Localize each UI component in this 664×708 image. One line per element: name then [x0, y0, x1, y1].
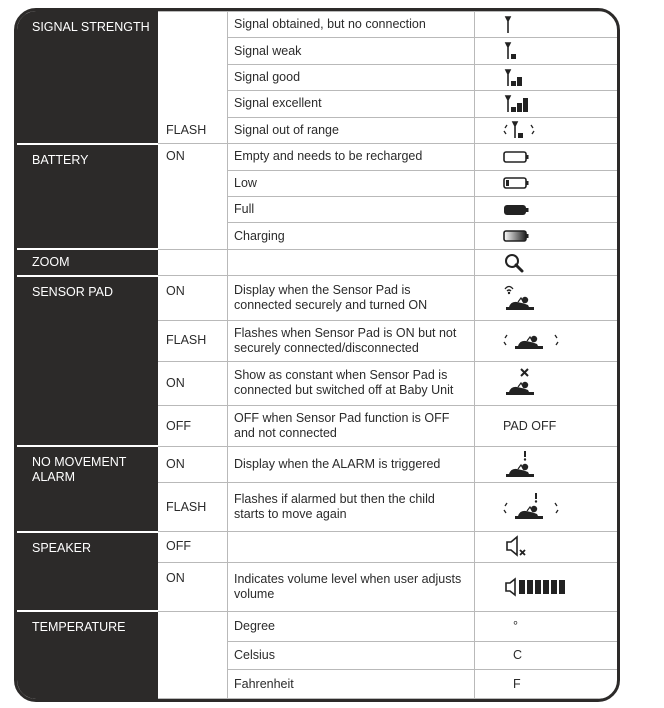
state-sensor-pad-flash: FLASH [158, 320, 228, 361]
zoom-magnifier-icon [475, 249, 621, 275]
alarm-flashing-icon [475, 483, 621, 532]
table-row [18, 532, 621, 562]
category-battery: BATTERY [18, 144, 158, 250]
table-row [18, 12, 621, 38]
desc-alarm-flash: Flashes if alarmed but then the child starts to move again [228, 483, 475, 532]
state-signal-flash: FLASH [158, 12, 228, 144]
icon-legend-table [17, 11, 620, 699]
celsius-symbol: C [475, 641, 621, 669]
signal-out-of-range-icon [475, 117, 621, 143]
table-row [18, 446, 621, 483]
signal-good-icon [475, 64, 621, 90]
battery-low-icon [475, 170, 621, 196]
table-row [18, 144, 621, 170]
desc-sensor-pad-flash: Flashes when Sensor Pad is ON but not securely connected/disconnected [228, 320, 475, 361]
state-sensor-pad-on-constant: ON [158, 361, 228, 406]
desc-signal-no-connection: Signal obtained, but no connection [228, 12, 475, 38]
desc-temp-degree: Degree [228, 611, 475, 641]
desc-alarm-on: Display when the ALARM is triggered [228, 446, 475, 483]
desc-sensor-pad-off: OFF when Sensor Pad function is OFF and not connected [228, 406, 475, 447]
table-row [18, 276, 621, 321]
table-row [18, 249, 621, 275]
desc-speaker-off-empty [228, 532, 475, 562]
desc-battery-empty: Empty and needs to be recharged [228, 144, 475, 170]
desc-battery-full: Full [228, 196, 475, 222]
signal-weak-icon [475, 38, 621, 64]
battery-charging-icon [475, 223, 621, 249]
degree-symbol: ° [475, 611, 621, 641]
desc-sensor-pad-constant: Show as constant when Sensor Pad is connected but switched off at Baby Unit [228, 361, 475, 406]
state-speaker-on: ON [158, 562, 228, 611]
category-no-movement-alarm: NO MOVEMENT ALARM [18, 446, 158, 531]
state-temperature-empty [158, 611, 228, 699]
battery-empty-icon [475, 144, 621, 170]
category-signal-strength: SIGNAL STRENGTH [18, 12, 158, 144]
desc-signal-excellent: Signal excellent [228, 91, 475, 117]
sensor-pad-disconnected-icon [475, 320, 621, 361]
desc-battery-low: Low [228, 170, 475, 196]
category-speaker: SPEAKER [18, 532, 158, 611]
signal-excellent-icon [475, 91, 621, 117]
desc-temp-fahrenheit: Fahrenheit [228, 670, 475, 699]
state-zoom-empty [158, 249, 228, 275]
desc-battery-charging: Charging [228, 223, 475, 249]
status-icon-table [14, 8, 620, 702]
category-zoom: ZOOM [18, 249, 158, 275]
sensor-pad-connected-icon [475, 276, 621, 321]
state-speaker-off: OFF [158, 532, 228, 562]
desc-signal-weak: Signal weak [228, 38, 475, 64]
state-sensor-pad-off: OFF [158, 406, 228, 447]
category-sensor-pad: SENSOR PAD [18, 276, 158, 447]
state-alarm-flash: FLASH [158, 483, 228, 532]
sensor-pad-off-icon [475, 361, 621, 406]
table-row [18, 611, 621, 641]
volume-level-icon [475, 562, 621, 611]
pad-off-label: PAD OFF [475, 406, 621, 447]
desc-temp-celsius: Celsius [228, 641, 475, 669]
category-temperature: TEMPERATURE [18, 611, 158, 699]
desc-signal-out-of-range: Signal out of range [228, 117, 475, 143]
desc-signal-good: Signal good [228, 64, 475, 90]
desc-sensor-pad-on: Display when the Sensor Pad is connected securely and turned ON [228, 276, 475, 321]
antenna-icon [475, 12, 621, 38]
battery-full-icon [475, 196, 621, 222]
fahrenheit-symbol: F [475, 670, 621, 699]
state-battery-on: ON [158, 144, 228, 250]
speaker-muted-icon [475, 532, 621, 562]
state-sensor-pad-on: ON [158, 276, 228, 321]
desc-speaker-on: Indicates volume level when user adjusts volume [228, 562, 475, 611]
desc-zoom-empty [228, 249, 475, 275]
alarm-triggered-icon [475, 446, 621, 483]
state-alarm-on: ON [158, 446, 228, 483]
